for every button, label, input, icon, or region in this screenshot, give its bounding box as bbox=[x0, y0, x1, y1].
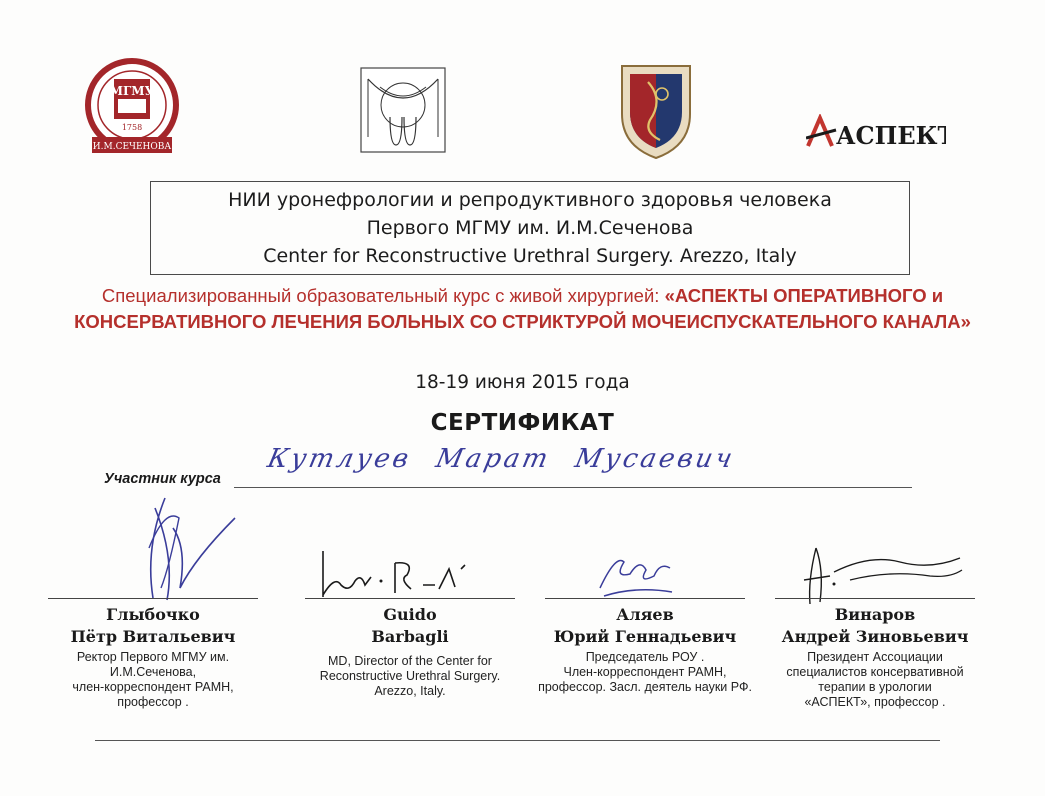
aspekt-logo bbox=[806, 114, 946, 148]
signer-given-name: Юрий Геннадьевич bbox=[553, 627, 737, 646]
signer-given-name: Андрей Зиновьевич bbox=[781, 627, 969, 646]
seal-year: 1758 bbox=[121, 123, 143, 132]
signer-given-name: Пётр Витальевич bbox=[70, 627, 236, 646]
header-line-1: НИИ уронефрологии и репродуктивного здоровья человека bbox=[228, 189, 832, 211]
signature-barbagli bbox=[315, 545, 515, 605]
seal-monogram: МГМУ bbox=[109, 84, 155, 98]
signature-alyaev bbox=[590, 548, 680, 602]
aspekt-logo-text: АСПЕКТ bbox=[836, 121, 946, 148]
course-title: «АСПЕКТЫ ОПЕРАТИВНОГО и КОНСЕРВАТИВНОГО ЛЕЧЕНИЯ БОЛЬНЫХ СО СТРИКТУРОЙ МОЧЕИСПУСКАТЕЛЬНОГО КАНАЛА» bbox=[74, 285, 971, 332]
course-description bbox=[70, 283, 975, 335]
signer-surname: Винаров bbox=[834, 605, 916, 624]
signer-surname: Аляев bbox=[616, 605, 674, 624]
header-line-3: Center for Reconstructive Urethral Surgery. Arezzo, Italy bbox=[263, 245, 797, 267]
signature-vinarov bbox=[790, 540, 970, 610]
russian-urology-society-shield-logo bbox=[616, 60, 696, 160]
signer-role: Президент Ассоциации специалистов консервативной терапии в урологии «АСПЕКТ», профессор . bbox=[786, 650, 964, 709]
signer-vinarov bbox=[760, 604, 990, 710]
participant-label: Участник курса bbox=[104, 471, 221, 487]
signer-surname: Guido bbox=[383, 605, 437, 624]
seal-caption: И.М.СЕЧЕНОВА bbox=[92, 142, 172, 152]
signer-given-name: Barbagli bbox=[371, 627, 449, 646]
signer-role: MD, Director of the Center for Reconstructive Urethral Surgery. Arezzo, Italy. bbox=[319, 654, 501, 698]
signature-line-1 bbox=[48, 598, 258, 599]
bottom-rule bbox=[95, 740, 940, 741]
signature-line-4 bbox=[775, 598, 975, 599]
certificate-title: СЕРТИФИКАТ bbox=[430, 410, 615, 436]
signature-line-3 bbox=[545, 598, 745, 599]
header-line-2: Первого МГМУ им. И.М.Сеченова bbox=[366, 217, 694, 239]
signer-role: Председатель РОУ . Член-корреспондент РАМН, профессор. Засл. деятель науки РФ. bbox=[538, 650, 752, 694]
signature-glybochko bbox=[125, 488, 255, 608]
signer-surname: Глыбочко bbox=[106, 605, 200, 624]
aspekt-logo-mark bbox=[806, 114, 946, 148]
participant-underline bbox=[234, 487, 912, 488]
participant-name-handwritten: Кутлуев Марат Мусаевич bbox=[264, 444, 738, 474]
signer-glybochko bbox=[48, 604, 258, 710]
urology-emblem-logo bbox=[360, 67, 446, 153]
signature-line-2 bbox=[305, 598, 515, 599]
course-prefix: Специализированный образовательный курс с живой хирургией: bbox=[101, 285, 665, 306]
signer-alyaev bbox=[530, 604, 760, 695]
course-date: 18-19 июня 2015 года bbox=[415, 372, 630, 393]
sechenov-university-seal-logo bbox=[80, 55, 184, 159]
institution-header-box bbox=[150, 181, 910, 275]
signer-role: Ректор Первого МГМУ им. И.М.Сеченова, член-корреспондент РАМН, профессор . bbox=[72, 650, 234, 709]
signer-barbagli bbox=[305, 604, 515, 699]
